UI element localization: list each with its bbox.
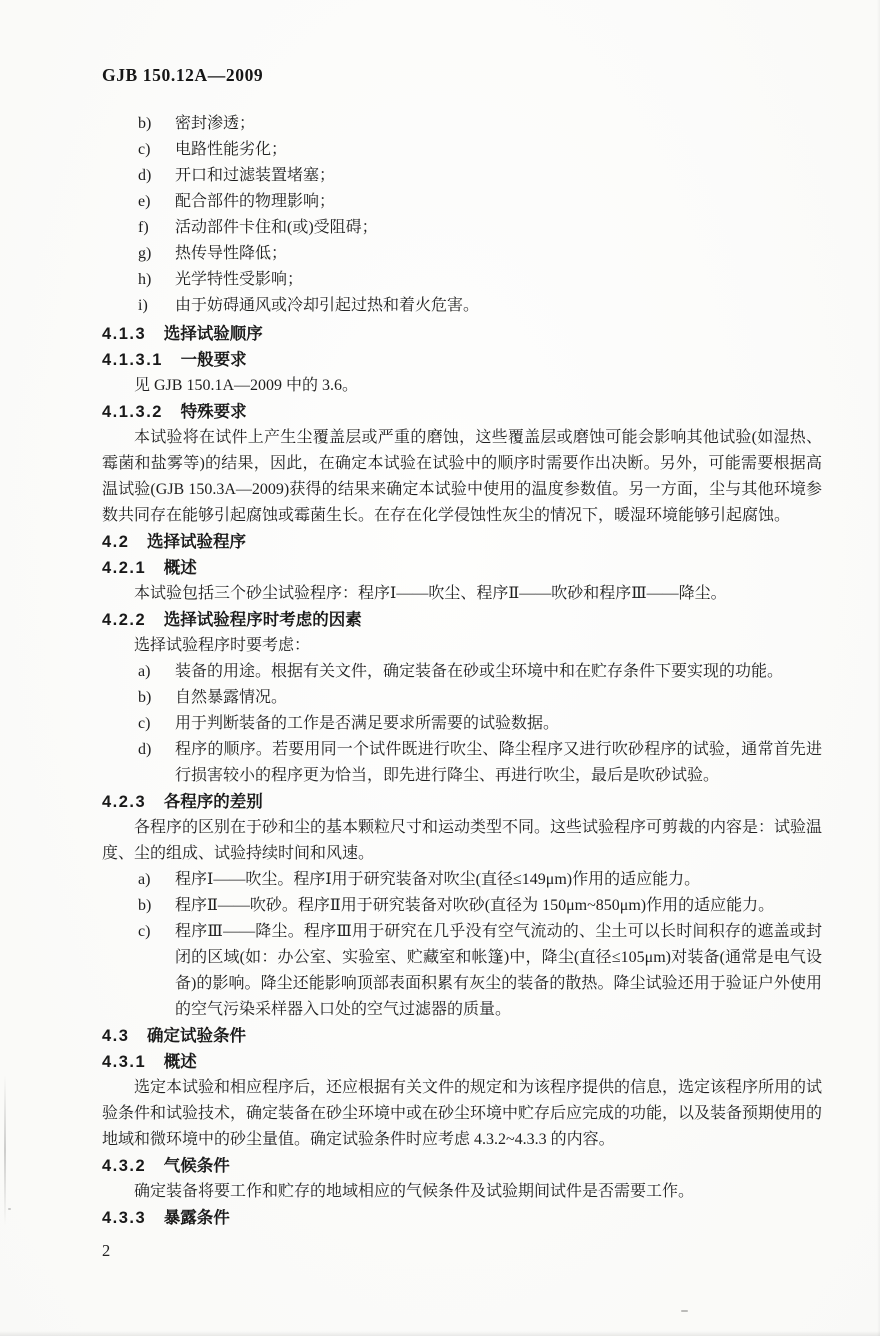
doc-code-header: GJB 150.12A—2009	[102, 65, 264, 85]
section-number: 4.2.3	[102, 793, 147, 811]
list-item	[102, 711, 822, 737]
list-item-text: 密封渗透；	[175, 115, 256, 132]
list-item-label: d)	[138, 167, 152, 184]
list-item-label: a)	[138, 871, 151, 888]
section-heading-4-1-3-2	[102, 399, 822, 425]
list-item	[102, 893, 822, 919]
section-heading-4-2	[102, 529, 822, 555]
list-item-text: 开口和过滤装置堵塞；	[175, 167, 336, 184]
list-item-text: 由于妨碍通风或冷却引起过热和着火危害。	[175, 297, 480, 314]
paragraph-4-1-3-2: 本试验将在试件上产生尘覆盖层或严重的磨蚀，这些覆盖层或磨蚀可能会影响其他试验(如湿热、霉菌和盐雾等)的结果，因此，在确定本试验在试验中的顺序时需要作出决断。另外，可能需要根据高温试验(GJB 150.3A—2009)获得的结果来确定本试验中使用的温度参数值。另一方面，尘与其他环境参数共同存在能够引起腐蚀或霉菌生长。在存在化学侵蚀性灰尘的情况下，暖湿环境能够引起腐蚀。	[102, 429, 822, 524]
section-heading-4-3	[102, 1023, 822, 1049]
list-item-label: f)	[138, 219, 149, 236]
section-title: 概述	[163, 559, 197, 577]
section-heading-4-2-3	[102, 789, 822, 815]
list-item	[102, 919, 822, 1023]
list-item-text: 程序Ⅱ——吹砂。程序Ⅱ用于研究装备对吹砂(直径为 150μm~850μm)作用的适应能力。	[175, 897, 775, 914]
list-item-label: d)	[138, 741, 152, 758]
list-item-label: a)	[138, 663, 151, 680]
list-item-text: 程序Ⅰ——吹尘。程序Ⅰ用于研究装备对吹尘(直径≤149μm)作用的适应能力。	[175, 871, 701, 888]
paragraph-4-3-1: 选定本试验和相应程序后，还应根据有关文件的规定和为该程序提供的信息，选定该程序所用的试验条件和试验技术，确定装备在砂尘环境中或在砂尘环境中贮存后应完成的功能，以及装备预期使用的地域和微环境中的砂尘量值。确定试验条件时应考虑 4.3.2~4.3.3 的内容。	[102, 1079, 823, 1148]
paragraph-4-2-3: 各程序的区别在于砂和尘的基本颗粒尺寸和运动类型不同。这些试验程序可剪裁的内容是：试验温度、尘的组成、试验持续时间和风速。	[102, 819, 823, 862]
section-heading-4-1-3-1	[102, 347, 822, 373]
list-item	[102, 137, 822, 163]
list-item-label: h)	[138, 271, 152, 288]
section-title: 特殊要求	[180, 403, 247, 421]
section-title: 选择试验程序	[147, 533, 247, 551]
list-item	[102, 867, 822, 893]
section-heading-4-2-2	[102, 607, 822, 633]
list-item-text: 光学特性受影响；	[175, 271, 304, 288]
section-title: 概述	[163, 1053, 197, 1071]
section-heading-4-2-1	[102, 555, 822, 581]
factors-list	[102, 659, 822, 789]
paragraph-4-3-2: 确定装备将要工作和贮存的地域相应的气候条件及试验期间试件是否需要工作。	[134, 1183, 695, 1200]
section-title: 选择试验顺序	[163, 325, 263, 343]
list-item-label: b)	[138, 115, 152, 132]
list-item	[102, 737, 822, 789]
section-title: 确定试验条件	[147, 1027, 247, 1045]
section-number: 4.2	[102, 533, 130, 551]
section-number: 4.3.2	[102, 1157, 147, 1175]
list-item-text: 热传导性降低；	[175, 245, 288, 262]
section-heading-4-3-3	[102, 1205, 822, 1231]
list-item	[102, 241, 822, 267]
section-heading-4-3-2	[102, 1153, 822, 1179]
list-item-label: b)	[138, 897, 152, 914]
section-title: 各程序的差别	[163, 793, 263, 811]
list-item-label: i)	[138, 297, 148, 314]
list-item	[102, 659, 822, 685]
section-number: 4.2.1	[102, 559, 147, 577]
section-number: 4.3	[102, 1027, 130, 1045]
section-title: 选择试验程序时考虑的因素	[163, 611, 362, 629]
list-item-label: b)	[138, 689, 152, 706]
list-item-label: e)	[138, 193, 151, 210]
list-item-label: g)	[138, 245, 152, 262]
procedures-list	[102, 867, 822, 1023]
list-item-text: 程序的顺序。若要用同一个试件既进行吹尘、降尘程序又进行吹砂程序的试验，通常首先进行损害较小的程序更为恰当，即先进行降尘、再进行吹尘，最后是吹砂试验。	[175, 741, 822, 784]
list-item-text: 用于判断装备的工作是否满足要求所需要的试验数据。	[175, 715, 560, 732]
list-item-text: 活动部件卡住和(或)受阻碍；	[175, 219, 378, 236]
list-item-text: 配合部件的物理影响；	[175, 193, 336, 210]
list-item-text: 自然暴露情况。	[175, 689, 288, 706]
section-title: 气候条件	[163, 1157, 230, 1175]
section-heading-4-3-1	[102, 1049, 822, 1075]
section-number: 4.3.3	[102, 1209, 147, 1227]
list-item	[102, 215, 822, 241]
section-title: 暴露条件	[163, 1209, 230, 1227]
section-number: 4.1.3.2	[102, 403, 163, 421]
list-item-label: c)	[138, 715, 151, 732]
section-heading-4-1-3	[102, 321, 822, 347]
list-item	[102, 267, 822, 293]
paragraph-4-2-2-intro: 选择试验程序时要考虑：	[134, 637, 311, 654]
list-item-label: c)	[138, 923, 151, 940]
list-item	[102, 163, 822, 189]
list-item	[102, 685, 822, 711]
page-number: 2	[102, 1241, 111, 1260]
section-number: 4.1.3	[102, 325, 147, 343]
paragraph-4-1-3-1: 见 GJB 150.1A—2009 中的 3.6。	[134, 377, 359, 394]
list-item	[102, 293, 822, 319]
list-item-text: 电路性能劣化；	[175, 141, 288, 158]
list-item	[102, 111, 822, 137]
section-number: 4.2.2	[102, 611, 147, 629]
effects-list	[102, 111, 822, 319]
section-number: 4.1.3.1	[102, 351, 163, 369]
section-title: 一般要求	[180, 351, 247, 369]
list-item-label: c)	[138, 141, 151, 158]
paragraph-4-2-1: 本试验包括三个砂尘试验程序：程序Ⅰ——吹尘、程序Ⅱ——吹砂和程序Ⅲ——降尘。	[134, 585, 727, 602]
list-item-text: 程序Ⅲ——降尘。程序Ⅲ用于研究在几乎没有空气流动的、尘土可以长时间积存的遮盖或封闭的区域(如：办公室、实验室、贮藏室和帐篷)中，降尘(直径≤105μm)对装备(通常是电气设备)的影响。降尘还能影响顶部表面积累有灰尘的装备的散热。降尘试验还用于验证户外使用的空气污染采样器入口处的空气过滤器的质量。	[175, 923, 822, 1018]
list-item-text: 装备的用途。根据有关文件，确定装备在砂或尘环境中和在贮存条件下要实现的功能。	[175, 663, 784, 680]
section-number: 4.3.1	[102, 1053, 147, 1071]
list-item	[102, 189, 822, 215]
